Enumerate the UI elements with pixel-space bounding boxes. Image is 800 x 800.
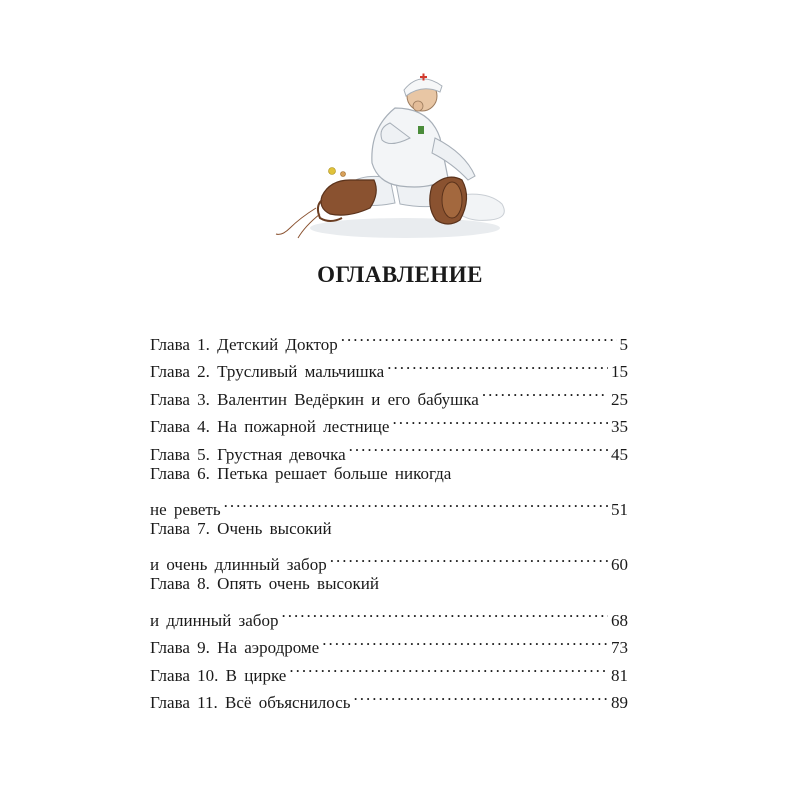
toc-entry-title: не реветь — [150, 500, 221, 520]
toc-entry-title: и очень длинный забор — [150, 555, 327, 575]
toc-leader-dots — [482, 377, 608, 405]
toc-entry-line — [150, 322, 628, 354]
toc-entry-line — [150, 460, 628, 488]
toc-page-number: 5 — [619, 334, 628, 354]
toc-leader-dots — [330, 543, 608, 571]
toc-page-number: 73 — [611, 638, 628, 658]
toc-entry-title: Глава 8. Опять очень высокий — [150, 574, 380, 594]
toc-entry-title: Глава 5. Грустная девочка — [150, 444, 346, 464]
toc-entry-title: Глава 9. На аэродроме — [150, 638, 320, 658]
toc-page-number: 25 — [611, 389, 628, 409]
toc-entry-line — [150, 543, 628, 575]
page-title: ОГЛАВЛЕНИЕ — [317, 262, 483, 287]
toc-entry-title: Глава 4. На пожарной лестнице — [150, 417, 390, 437]
toc-entry-line — [150, 598, 628, 630]
toc-leader-dots — [349, 432, 608, 460]
toc-leader-dots — [281, 598, 608, 626]
toc-entry-title: Глава 10. В цирке — [150, 665, 287, 685]
toc-leader-dots — [392, 405, 608, 433]
toc-leader-dots — [354, 681, 608, 709]
toc-page-number: 45 — [611, 444, 628, 464]
toc-leader-dots — [341, 322, 617, 350]
toc-entry-line — [150, 488, 628, 520]
toc-entry-title: Глава 7. Очень высокий — [150, 519, 332, 539]
toc-leader-dots — [387, 350, 608, 378]
toc-leader-dots — [322, 626, 608, 654]
toc-page-number: 68 — [611, 610, 628, 630]
toc-entry-title: Глава 11. Всё объяснилось — [150, 693, 351, 713]
toc-entry-line — [150, 570, 628, 598]
toc-page-number: 15 — [611, 362, 628, 382]
table-of-contents — [150, 322, 628, 713]
toc-leader-dots — [289, 653, 608, 681]
doctor-boy-illustration — [270, 68, 520, 243]
toc-page-number: 60 — [611, 555, 628, 575]
toc-page-number: 35 — [611, 417, 628, 437]
toc-entry-title: и длинный забор — [150, 610, 279, 630]
toc-entry-title: Глава 1. Детский Доктор — [150, 334, 338, 354]
toc-page-number: 51 — [611, 500, 628, 520]
toc-leader-dots — [224, 488, 608, 516]
toc-page-number: 89 — [611, 693, 628, 713]
toc-entry-line — [150, 515, 628, 543]
toc-entry-title: Глава 3. Валентин Ведёркин и его бабушка — [150, 389, 479, 409]
toc-entry-title: Глава 6. Петька решает больше никогда — [150, 463, 452, 483]
toc-page-number: 81 — [611, 665, 628, 685]
toc-entry-title: Глава 2. Трусливый мальчишка — [150, 362, 385, 382]
